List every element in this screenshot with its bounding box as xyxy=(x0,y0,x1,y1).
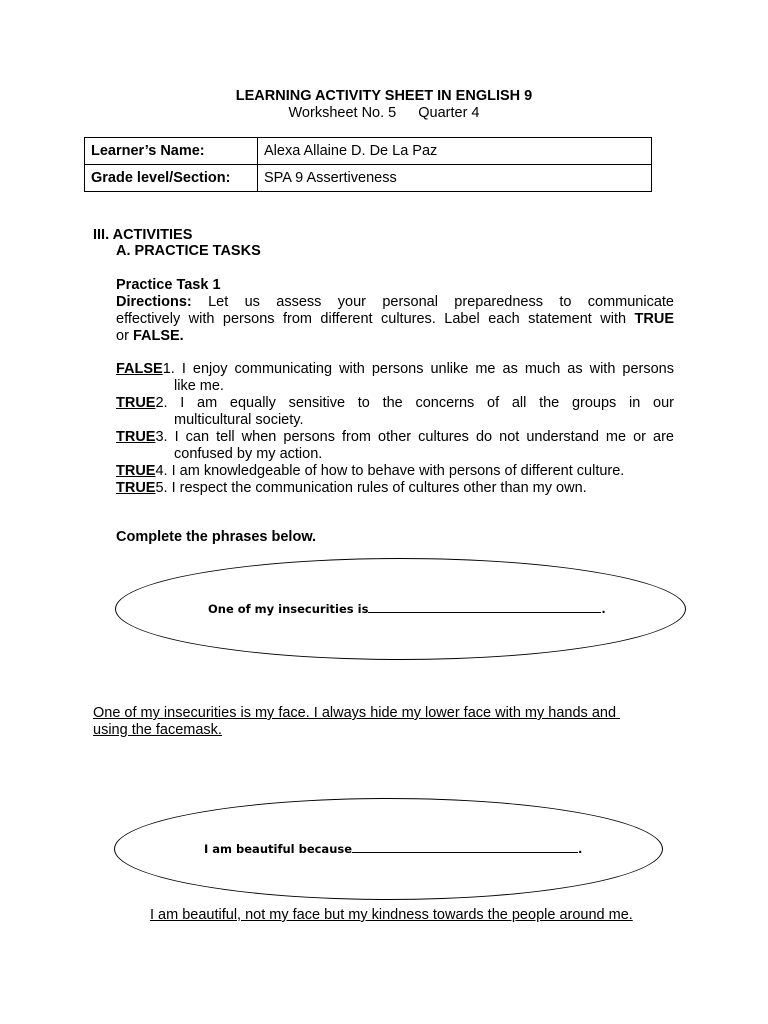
statement-answer: TRUE xyxy=(116,463,156,479)
response-1 xyxy=(93,705,620,739)
statement-answer: TRUE xyxy=(116,480,156,496)
response-2: I am beautiful, not my face but my kindness towards the people around me. xyxy=(150,907,633,923)
statement-answer: FALSE xyxy=(116,361,163,377)
grade-section-value: SPA 9 Assertiveness xyxy=(258,165,652,192)
quarter-label: Quarter 4 xyxy=(418,105,480,121)
practice-tasks-heading: A. PRACTICE TASKS xyxy=(116,243,261,259)
prompt-2 xyxy=(204,841,582,856)
table-row xyxy=(85,138,652,165)
directions-true: TRUE xyxy=(634,311,674,327)
practice-task-title: Practice Task 1 xyxy=(116,277,221,293)
directions-text: or xyxy=(116,328,129,344)
directions-text: effectively with persons from different cultures. Label each statement with xyxy=(116,311,627,327)
response-1-line: using the facemask. xyxy=(93,722,222,738)
sheet-title: LEARNING ACTIVITY SHEET IN ENGLISH 9 xyxy=(235,88,533,104)
directions-text: Let us assess your personal preparedness to communicate xyxy=(208,294,674,310)
answer-blank xyxy=(352,841,578,853)
table-row xyxy=(85,165,652,192)
directions-line xyxy=(116,311,674,328)
statement-text: 1. I enjoy communicating with persons unlike me as much as with persons xyxy=(162,361,674,377)
statement-continuation: multicultural society. xyxy=(174,412,304,428)
prompt-1 xyxy=(208,601,606,616)
statement-answer: TRUE xyxy=(116,429,156,445)
statement-answer: TRUE xyxy=(116,395,156,411)
directions-false: FALSE. xyxy=(132,328,184,344)
learner-info-table xyxy=(84,137,652,192)
directions-block xyxy=(116,294,674,345)
list-item xyxy=(116,429,674,463)
list-item xyxy=(116,463,674,480)
activities-heading: III. ACTIVITIES xyxy=(93,227,193,243)
directions-label: Directions: xyxy=(116,294,192,310)
statement-text: 5. I respect the communication rules of cultures other than my own. xyxy=(155,480,587,496)
statement-text: 4. I am knowledgeable of how to behave with persons of different culture. xyxy=(155,463,625,479)
list-item xyxy=(116,395,674,429)
list-item xyxy=(116,480,674,497)
directions-line xyxy=(116,294,674,311)
prompt-2-end: . xyxy=(578,842,583,856)
sheet-subtitle xyxy=(0,105,768,121)
learner-name-label: Learner’s Name: xyxy=(85,138,258,165)
statement-text: 3. I can tell when persons from other cultures do not understand me or are xyxy=(155,429,674,445)
learner-name-value: Alexa Allaine D. De La Paz xyxy=(258,138,652,165)
statement-continuation: confused by my action. xyxy=(174,446,323,462)
worksheet-number: Worksheet No. 5 xyxy=(288,105,397,121)
prompt-2-text: I am beautiful because xyxy=(204,842,353,856)
complete-instruction: Complete the phrases below. xyxy=(116,529,317,545)
answer-blank xyxy=(368,601,601,613)
list-item xyxy=(116,361,674,395)
prompt-1-text: One of my insecurities is xyxy=(208,602,369,616)
statement-text: 2. I am equally sensitive to the concerns of all the groups in our xyxy=(155,395,674,411)
directions-line xyxy=(116,328,674,345)
statement-list xyxy=(116,361,674,497)
prompt-1-end: . xyxy=(601,602,606,616)
grade-section-label: Grade level/Section: xyxy=(85,165,258,192)
statement-continuation: like me. xyxy=(174,378,224,394)
response-1-line: One of my insecurities is my face. I always hide my lower face with my hands and xyxy=(93,705,621,721)
